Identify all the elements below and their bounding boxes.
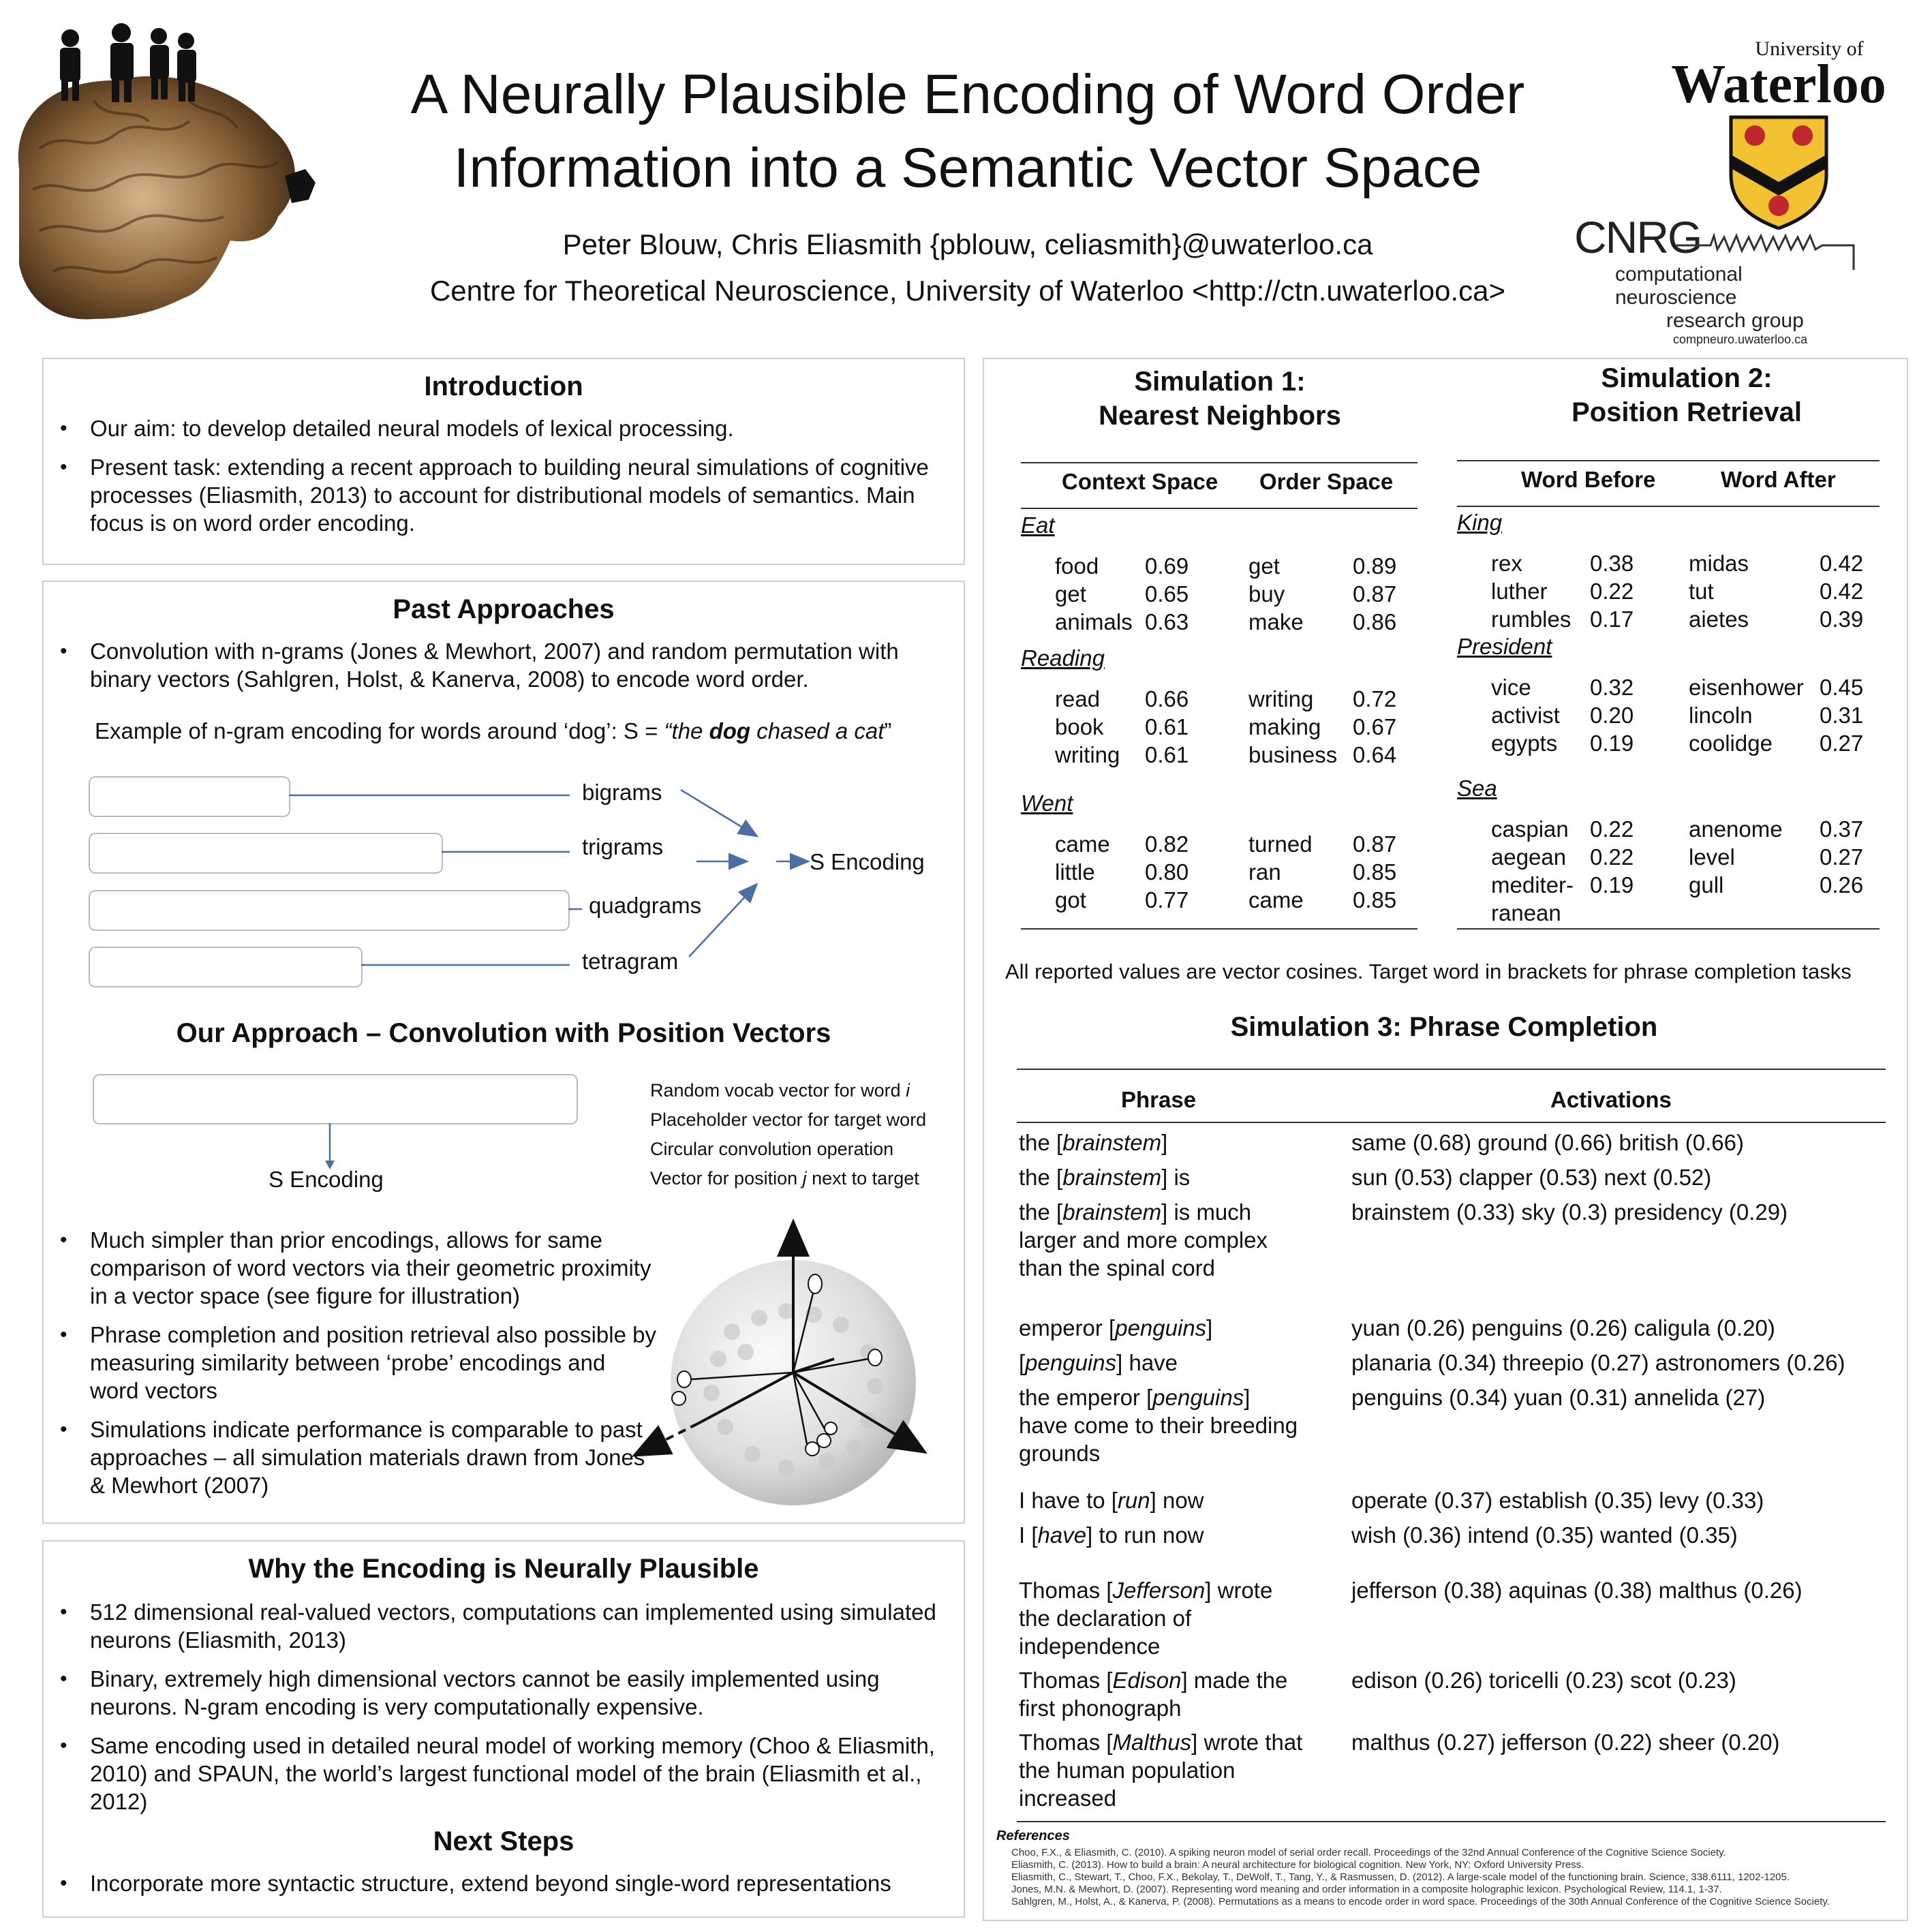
- s-encoding-label: S Encoding: [810, 849, 925, 874]
- table-cell-value: 0.45: [1820, 675, 1864, 700]
- phrase-text: I [: [1019, 1522, 1038, 1548]
- table-cell-value: 0.26: [1820, 872, 1864, 898]
- title-line-2: Information into a Semantic Vector Space: [453, 137, 1482, 199]
- phrase-text: ] now: [1150, 1488, 1204, 1513]
- table-cell-value: 0.67: [1353, 714, 1397, 739]
- table-cell-value: 0.61: [1145, 742, 1189, 767]
- next-steps-heading: Next Steps: [433, 1826, 574, 1856]
- sim1-top-rule: [1021, 462, 1417, 463]
- example-target-word: dog: [709, 718, 751, 743]
- phrase-cell: [1019, 1198, 1305, 1282]
- down-arrow-icon: [323, 1123, 337, 1171]
- notation-legend: [650, 1076, 926, 1193]
- table-cell-word: buy: [1248, 581, 1285, 607]
- table-cell-value: 0.17: [1590, 607, 1634, 632]
- sim1-bottom-rule: [1021, 928, 1417, 930]
- table-cell-word: lincoln: [1689, 703, 1753, 728]
- table-cell-word: activist: [1491, 703, 1560, 728]
- sim2-top-rule: [1457, 460, 1880, 461]
- table-cell-value: 0.86: [1353, 609, 1397, 634]
- list-item: • Incorporate more syntactic structure, extend beyond single-word representations: [44, 1869, 964, 1897]
- table-cell-value: 0.72: [1353, 686, 1397, 711]
- activations-cell: malthus (0.27) jefferson (0.22) sheer (0.20): [1351, 1730, 1780, 1755]
- activations-cell: operate (0.37) establish (0.35) levy (0.33): [1351, 1488, 1764, 1513]
- phrase-text: Thomas [: [1019, 1730, 1113, 1755]
- table-cell-word: luther: [1491, 579, 1548, 604]
- activations-cell: wish (0.36) intend (0.35) wanted (0.35): [1351, 1522, 1738, 1548]
- legend-text: Vector for position: [650, 1168, 803, 1189]
- sim1-col-order: Order Space: [1259, 469, 1394, 494]
- sim2-heading-line-2: Position Retrieval: [1571, 397, 1802, 427]
- legend-text: Random vocab vector for word: [650, 1080, 906, 1101]
- phrase-cell: [1019, 1314, 1305, 1342]
- table-cell-value: 0.69: [1145, 553, 1189, 579]
- list-item: • Much simpler than prior encodings, allows for same comparison of word vectors via their geometric proximity in a vector space (see figure for illustration): [44, 1226, 657, 1310]
- phrase-text: I have to [: [1019, 1488, 1118, 1513]
- sim1-header-rule: [1021, 508, 1417, 509]
- phrase-text: ] is: [1161, 1165, 1191, 1190]
- table-cell-word: aegean: [1491, 844, 1567, 870]
- approaches-panel: [42, 581, 965, 1524]
- table-cell-word: writing: [1055, 742, 1120, 767]
- table-cell-word: book: [1055, 714, 1104, 739]
- table-cell-word: get: [1248, 553, 1280, 579]
- table-cell-word: got: [1055, 887, 1086, 913]
- phrase-text: ] wrote that the human population increased: [1019, 1730, 1303, 1811]
- activations-cell: brainstem (0.33) sky (0.3) presidency (0.29): [1351, 1199, 1788, 1225]
- table-cell-word: animals: [1055, 609, 1133, 634]
- table-cell-word: mediter- ranean: [1491, 872, 1574, 925]
- position-encoding-equation-box: [93, 1074, 578, 1124]
- cnrg-line-2: research group: [1666, 309, 1804, 332]
- phrase-target-word: Malthus: [1112, 1730, 1192, 1755]
- phrase-target-word: brainstem: [1062, 1165, 1162, 1190]
- table-cell-word: business: [1248, 742, 1338, 767]
- example-prefix: Example of n-gram encoding for words around ‘dog’: S =: [95, 718, 664, 743]
- legend-item: Circular convolution operation: [650, 1139, 894, 1159]
- table-cell-value: 0.22: [1590, 844, 1634, 870]
- table-cell-word: vice: [1491, 675, 1531, 700]
- table-cell-value: 0.22: [1590, 579, 1634, 604]
- table-cell-value: 0.63: [1145, 609, 1189, 634]
- sim3-col-activations: Activations: [1550, 1087, 1672, 1112]
- sim1-heading: [1022, 365, 1417, 433]
- list-item: • 512 dimensional real-valued vectors, computations can implemented using simulated neurons (Eliasmith, 2013): [44, 1598, 943, 1654]
- table-cell-word: came: [1055, 831, 1110, 857]
- table-cell-word: eisenhower: [1689, 675, 1804, 700]
- legend-variable: i: [906, 1080, 910, 1101]
- legend-item: [650, 1164, 926, 1193]
- authors: Peter Blouw, Chris Eliasmith {pblouw, celiasmith}@uwaterloo.ca: [562, 228, 1373, 260]
- table-cell-word: anenome: [1689, 816, 1783, 842]
- group-label: President: [1457, 634, 1552, 659]
- reference-item: Choo, F.X., & Eliasmith, C. (2010). A spiking neuron model of serial order recall. Proceedings of the 32nd Annual Conference of the Cognitive Science Society.: [1011, 1847, 1726, 1858]
- table-cell-value: 0.27: [1820, 844, 1864, 870]
- phrase-text: emperor [: [1019, 1315, 1116, 1340]
- phrase-cell: [1019, 1728, 1305, 1812]
- plausibility-panel: [42, 1540, 965, 1918]
- phrase-target-word: have: [1037, 1522, 1087, 1548]
- phrase-cell: [1019, 1349, 1305, 1377]
- poster-title: [273, 58, 1663, 205]
- table-cell-word: level: [1689, 844, 1735, 870]
- activations-cell: sun (0.53) clapper (0.53) next (0.52): [1351, 1165, 1712, 1190]
- table-cell-value: 0.42: [1820, 551, 1864, 576]
- table-cell-word: food: [1055, 553, 1099, 579]
- plausibility-heading: Why the Encoding is Neurally Plausible: [248, 1554, 759, 1584]
- group-label: Sea: [1457, 776, 1497, 801]
- phrase-text: ]: [1206, 1315, 1213, 1340]
- list-item: • Present task: extending a recent approach to building neural simulations of cognitive processes (Eliasmith, 2013) to account for distributional models of semantics. Main focus is on word order encoding.: [44, 453, 943, 537]
- sim2-heading: [1458, 361, 1915, 429]
- s-encoding-result-label: S Encoding: [269, 1167, 384, 1192]
- table-cell-word: rex: [1491, 551, 1522, 576]
- legend-item: [650, 1076, 926, 1105]
- tetragram-label: tetragram: [582, 949, 679, 974]
- sim3-col-phrase: Phrase: [1121, 1087, 1197, 1112]
- table-cell-word: midas: [1689, 551, 1749, 576]
- list-item: • Phrase completion and position retrieval also possible by measuring similarity between ‘probe’ encodings and word vectors: [44, 1321, 657, 1405]
- cnrg-url: compneuro.uwaterloo.ca: [1673, 333, 1808, 346]
- phrase-text: ] made the first phonograph: [1019, 1668, 1288, 1721]
- references-list: [996, 1847, 1882, 1908]
- example-quote-close: ”: [884, 718, 892, 743]
- phrase-target-word: run: [1117, 1488, 1150, 1513]
- table-cell-value: 0.87: [1353, 581, 1397, 607]
- table-cell-word: get: [1055, 581, 1086, 607]
- legend-variable: j: [802, 1168, 807, 1189]
- table-cell-word: caspian: [1491, 816, 1569, 842]
- sim3-top-rule: [1017, 1069, 1886, 1070]
- table-cell-word: ran: [1248, 859, 1281, 885]
- list-item: • Simulations indicate performance is comparable to past approaches – all simulation materials drawn from Jones & Mewhort (2007): [44, 1415, 657, 1499]
- references-heading: References: [996, 1828, 1070, 1843]
- phrase-text: Thomas [: [1019, 1578, 1113, 1603]
- phrase-text: ] have: [1116, 1350, 1178, 1375]
- phrase-cell: [1019, 1521, 1305, 1549]
- table-cell-word: aietes: [1689, 607, 1749, 632]
- table-cell-value: 0.82: [1145, 831, 1189, 857]
- phrase-cell: [1019, 1486, 1305, 1514]
- table-cell-value: 0.31: [1820, 703, 1864, 728]
- table-cell-value: 0.19: [1590, 731, 1634, 756]
- sim2-header-rule: [1457, 506, 1880, 507]
- spike-train-icon: [1676, 222, 1860, 270]
- sim1-col-context: Context Space: [1062, 469, 1218, 494]
- phrase-text: ] have come to their breeding grounds: [1019, 1385, 1298, 1466]
- list-item: • Binary, extremely high dimensional vectors cannot be easily implemented using neurons. N-gram encoding is very computationally expensive.: [44, 1665, 943, 1721]
- table-cell-word: coolidge: [1689, 731, 1773, 756]
- introduction-heading: Introduction: [424, 371, 583, 401]
- title-line-1: A Neurally Plausible Encoding of Word Order: [410, 63, 1525, 125]
- phrase-cell: [1019, 1666, 1305, 1722]
- phrase-target-word: brainstem: [1062, 1130, 1162, 1155]
- activations-cell: planaria (0.34) threepio (0.27) astronomers (0.26): [1351, 1350, 1845, 1375]
- table-cell-word: gull: [1689, 872, 1724, 898]
- sim3-heading: Simulation 3: Phrase Completion: [1230, 1012, 1658, 1042]
- group-label: Reading: [1021, 645, 1105, 671]
- trigrams-label: trigrams: [582, 834, 664, 859]
- plausibility-bullets: [44, 1598, 964, 1815]
- reference-item: Jones, M.N. & Mewhort, D. (2007). Representing word meaning and order information in a composite holographic lexicon. Psychological Review, 114.1, 1-37.: [1011, 1884, 1722, 1895]
- sim3-header-rule: [1017, 1122, 1886, 1123]
- affiliation: Centre for Theoretical Neuroscience, University of Waterloo <http://ctn.uwaterloo.ca>: [429, 275, 1506, 307]
- phrase-text: [: [1019, 1350, 1026, 1375]
- list-item: • Convolution with n-grams (Jones & Mewhort, 2007) and random permutation with binary vectors (Sahlgren, Holst, & Kanerva, 2008) to encode word order.: [44, 637, 943, 693]
- references: [996, 1828, 1882, 1908]
- phrase-target-word: Edison: [1112, 1668, 1182, 1693]
- sim2-heading-line-1: Simulation 2:: [1601, 363, 1773, 393]
- table-cell-value: 0.37: [1820, 816, 1864, 842]
- table-cell-value: 0.77: [1145, 887, 1189, 913]
- sim2-col-before: Word Before: [1521, 467, 1656, 492]
- table-cell-value: 0.65: [1145, 581, 1189, 607]
- phrase-text: ] to run now: [1086, 1522, 1204, 1548]
- table-cell-value: 0.42: [1820, 579, 1864, 604]
- our-approach-bullets: [44, 1226, 657, 1510]
- sim1-heading-line-1: Simulation 1:: [1134, 367, 1306, 397]
- phrase-target-word: brainstem: [1062, 1199, 1162, 1225]
- table-cell-word: egypts: [1491, 731, 1558, 756]
- sim3-bottom-rule: [1017, 1821, 1886, 1822]
- our-approach-heading: Our Approach – Convolution with Position Vectors: [176, 1018, 831, 1048]
- table-cell-word: little: [1055, 859, 1095, 885]
- cnrg-logo: [1574, 211, 1860, 347]
- phrase-text: ] is much larger and more complex than the spinal cord: [1019, 1199, 1268, 1281]
- phrase-target-word: penguins: [1152, 1385, 1244, 1410]
- introduction-bullets: [44, 414, 964, 537]
- cosine-note: All reported values are vector cosines. Target word in brackets for phrase completion tasks: [1005, 960, 1852, 983]
- list-item: • Same encoding used in detailed neural model of working memory (Choo & Eliasmith, 2010) and SPAUN, the world’s largest functional model of the brain (Eliasmith et al., 2012): [44, 1732, 943, 1815]
- table-cell-value: 0.80: [1145, 859, 1189, 885]
- group-label: Eat: [1021, 512, 1055, 538]
- table-cell-word: read: [1055, 686, 1101, 711]
- table-cell-value: 0.89: [1353, 553, 1397, 579]
- example-sentence-start: “the: [664, 718, 709, 743]
- table-cell-value: 0.20: [1590, 703, 1634, 728]
- cnrg-line-1: computational neuroscience: [1615, 263, 1743, 309]
- next-steps-bullets: [44, 1869, 964, 1897]
- table-cell-value: 0.19: [1590, 872, 1634, 898]
- phrase-target-word: penguins: [1115, 1315, 1207, 1340]
- table-cell-word: making: [1248, 714, 1321, 739]
- table-cell-value: 0.87: [1353, 831, 1397, 857]
- phrase-text: the [: [1019, 1199, 1063, 1225]
- uwaterloo-logo: [1656, 37, 1901, 233]
- reference-item: Eliasmith, C. (2013). How to build a brain: A neural architecture for biological cognition. New York, NY: Oxford University Press.: [1011, 1859, 1584, 1871]
- activations-cell: yuan (0.26) penguins (0.26) caligula (0.20): [1351, 1315, 1775, 1340]
- table-cell-value: 0.85: [1353, 859, 1397, 885]
- table-cell-value: 0.27: [1820, 731, 1864, 756]
- table-cell-value: 0.38: [1590, 551, 1634, 576]
- activations-cell: jefferson (0.38) aquinas (0.38) malthus (0.26): [1351, 1578, 1803, 1603]
- table-cell-word: turned: [1248, 831, 1313, 857]
- table-cell-value: 0.61: [1145, 714, 1189, 739]
- activations-cell: penguins (0.34) yuan (0.31) annelida (27): [1351, 1385, 1766, 1410]
- past-approaches-heading: Past Approaches: [393, 594, 615, 624]
- phrase-text: the emperor [: [1019, 1385, 1153, 1410]
- phrase-text: the [: [1019, 1130, 1063, 1155]
- phrase-text: ] wrote the declaration of independence: [1019, 1578, 1273, 1659]
- sim2-col-after: Word After: [1721, 467, 1836, 492]
- table-cell-value: 0.39: [1820, 607, 1864, 632]
- activations-cell: same (0.68) ground (0.66) british (0.66): [1351, 1130, 1744, 1155]
- phrase-text: the [: [1019, 1165, 1063, 1190]
- reference-item: Eliasmith, C., Stewart, T., Choo, F.X., Bekolay, T., DeWolf, T., Tang, Y., & Rasmussen, D. (2012). A large-scale model of the functioning brain. Science, 338.6111, 1202-1205.: [1011, 1871, 1790, 1883]
- group-label: King: [1457, 510, 1503, 535]
- phrase-cell: [1019, 1163, 1305, 1191]
- table-cell-word: rumbles: [1491, 607, 1571, 632]
- activations-cell: edison (0.26) toricelli (0.23) scot (0.23): [1351, 1668, 1736, 1693]
- phrase-text: ]: [1161, 1130, 1168, 1155]
- example-sentence-end: chased a cat: [750, 718, 885, 743]
- vector-space-figure: [630, 1216, 957, 1516]
- sim2-bottom-rule: [1457, 928, 1880, 930]
- table-cell-word: tut: [1689, 579, 1714, 604]
- legend-item: Placeholder vector for target word: [650, 1109, 927, 1130]
- table-cell-word: writing: [1248, 686, 1314, 711]
- reference-item: Sahlgren, M., Holst, A., & Kanerva, P. (2008). Permutations as a means to encode order in word space. Proceedings of the 30th Annual Conference of the Cognitive Science Society.: [1011, 1896, 1830, 1907]
- phrase-target-word: Jefferson: [1112, 1578, 1206, 1603]
- legend-suffix: next to target: [806, 1168, 919, 1189]
- quadgrams-label: quadgrams: [589, 893, 702, 918]
- phrase-text: Thomas [: [1019, 1668, 1113, 1693]
- group-label: Went: [1021, 791, 1073, 816]
- cnrg-logo-mark: CNRG: [1574, 212, 1702, 262]
- list-item: • Our aim: to develop detailed neural models of lexical processing.: [44, 414, 943, 442]
- table-cell-value: 0.32: [1590, 675, 1634, 700]
- table-cell-value: 0.22: [1590, 816, 1634, 842]
- phrase-cell: [1019, 1129, 1305, 1156]
- phrase-cell: [1019, 1576, 1305, 1660]
- table-cell-word: came: [1248, 887, 1304, 913]
- bigrams-label: bigrams: [582, 780, 662, 805]
- phrase-target-word: penguins: [1025, 1350, 1117, 1375]
- table-cell-word: make: [1248, 609, 1304, 634]
- sim1-heading-line-2: Nearest Neighbors: [1099, 401, 1341, 431]
- table-cell-value: 0.85: [1353, 887, 1397, 913]
- uw-logo-small: University of: [1755, 37, 1864, 60]
- introduction-panel: [42, 358, 965, 565]
- phrase-cell: [1019, 1383, 1305, 1467]
- table-cell-value: 0.64: [1353, 742, 1397, 767]
- uw-logo-big: Waterloo: [1671, 55, 1886, 114]
- table-cell-value: 0.66: [1145, 686, 1189, 711]
